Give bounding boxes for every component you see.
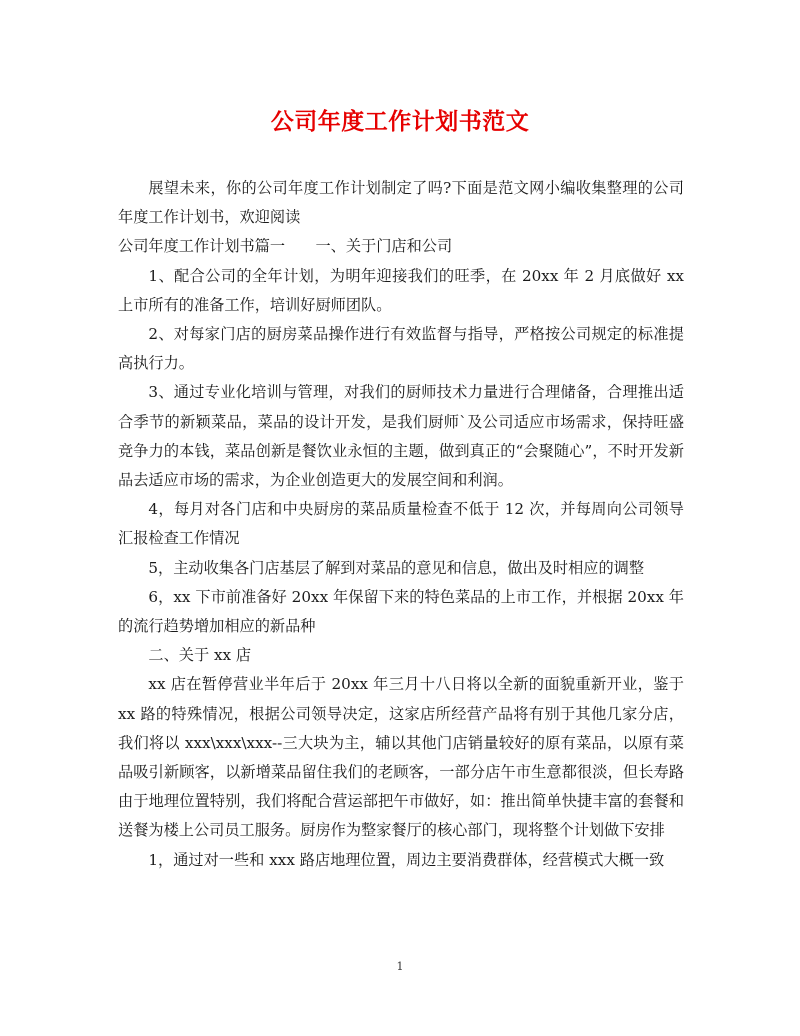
list-item: 1、配合公司的全年计划，为明年迎接我们的旺季，在 20xx 年 2 月底做好 xx 上市所有的准备工作，培训好厨师团队。 (118, 266, 684, 314)
list-item: 2、对每家门店的厨房菜品操作进行有效监督与指导，严格按公司规定的标准提高执行力。 (118, 325, 684, 373)
intro-paragraph: 展望未来，你的公司年度工作计划制定了吗?下面是范文网小编收集整理的公司年度工作计划书，欢迎阅读 (118, 179, 684, 227)
document-title: 公司年度工作计划书范文 (270, 108, 530, 135)
body-paragraph: xx 店在暂停营业半年后于 20xx 年三月十八日将以全新的面貌重新开业，鉴于 xx 路的特殊情况，根据公司领导决定，这家店所经营产品将有别于其他几家分店，我们将以 xxx\xxx\xxx--三大块为主，辅以其他门店销量较好的原有菜品，以原有菜品吸引新顾客，以新增菜品留住我们的老顾客，一部分店午市生意都很淡，但长寿路由于地理位置特别，我们将配合营运部把午市做好，如：推出简单快捷丰富的套餐和送餐为楼上公司员工服务。厨房作为整家餐厅的核心部门，现将整个计划做下安排 (118, 675, 684, 840)
section-heading-stores: 公司年度工作计划书篇一 一、关于门店和公司 (118, 237, 453, 256)
list-item: 5，主动收集各门店基层了解到对菜品的意见和信息，做出及时相应的调整 (148, 558, 645, 577)
section-heading-xx-store: 二、关于 xx 店 (148, 646, 252, 665)
list-item: 1，通过对一些和 xxx 路店地理位置，周边主要消费群体，经营模式大概一致 (148, 850, 665, 869)
list-item: 6，xx 下市前准备好 20xx 年保留下来的特色菜品的上市工作，并根据 20xx 年的流行趋势增加相应的新品种 (118, 587, 684, 636)
list-item: 4，每月对各门店和中央厨房的菜品质量检查不低于 12 次，并每周向公司领导汇报检查工作情况 (118, 500, 684, 548)
document-body (118, 174, 684, 875)
list-item: 3、通过专业化培训与管理，对我们的厨师技术力量进行合理储备，合理推出适合季节的新颖菜品，菜品的设计开发，是我们厨师`及公司适应市场需求，保持旺盛竞争力的本钱，菜品创新是餐饮业永恒的主题，做到真正的“会聚随心”，不时开发新品去适应市场的需求，为企业创造更大的发展空间和利润。 (118, 383, 684, 490)
page-number: 1 (396, 960, 404, 973)
